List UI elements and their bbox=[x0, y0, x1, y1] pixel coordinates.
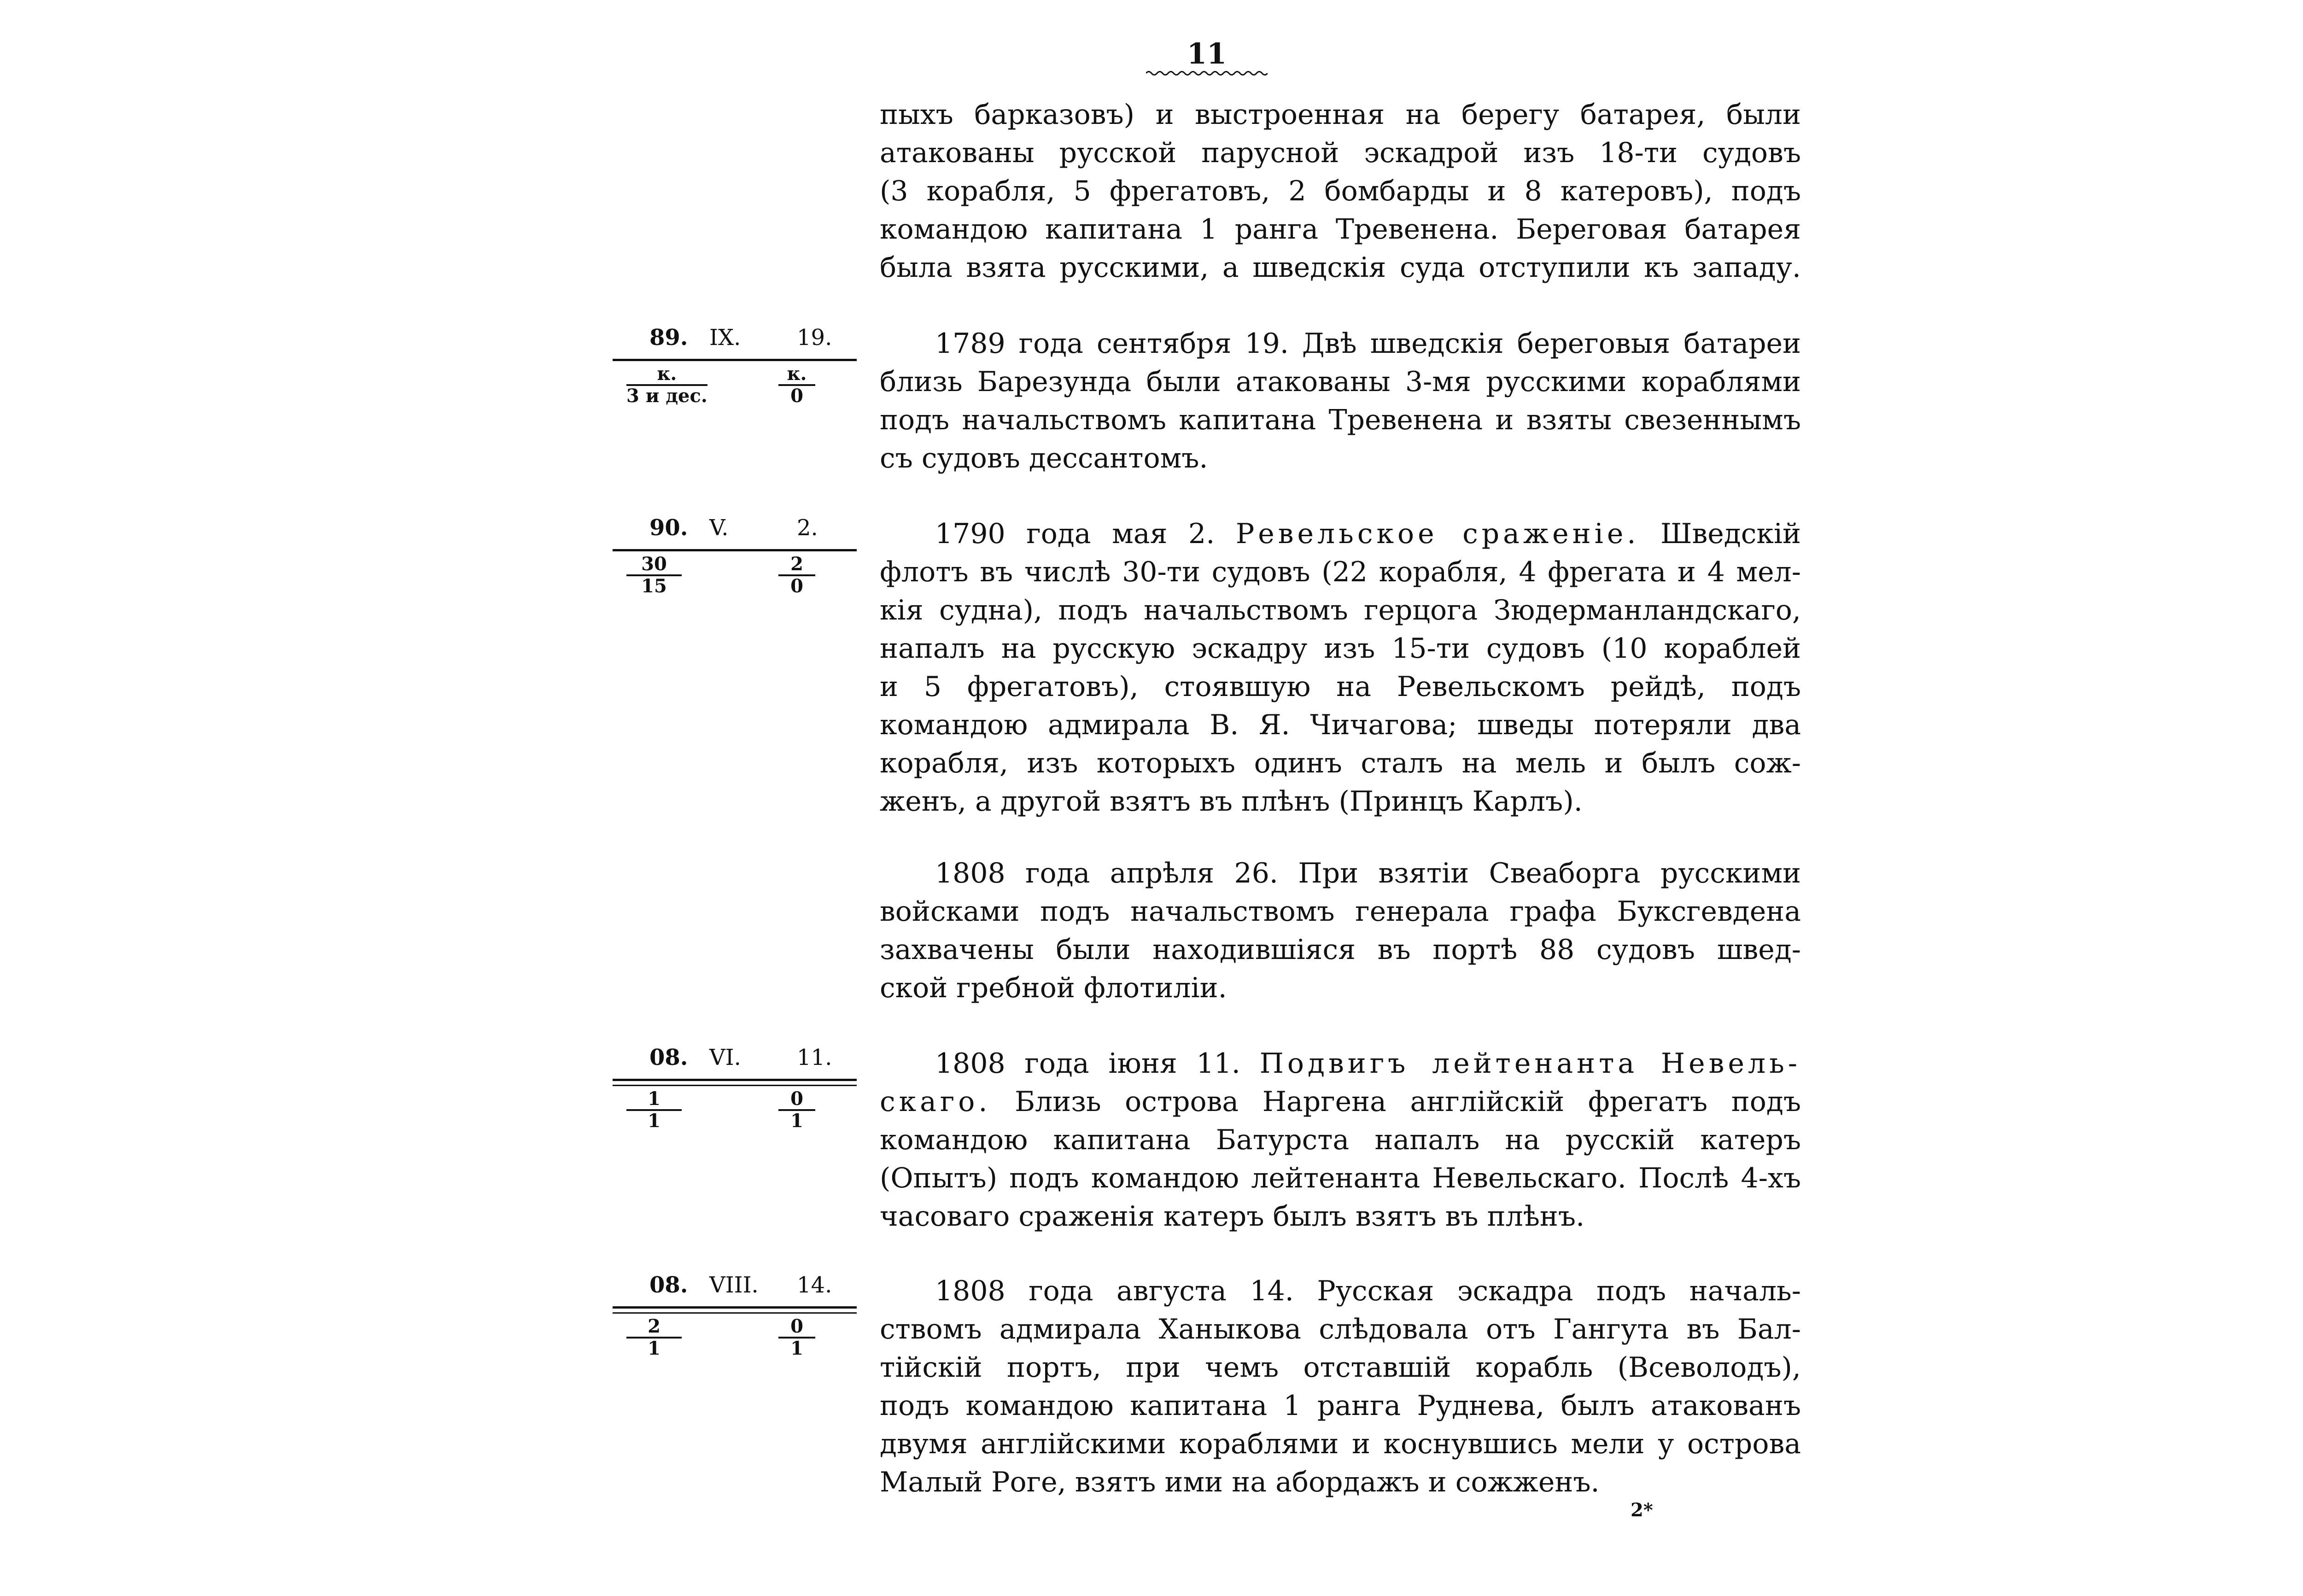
note-fraction-right: $\frac{2}{0}$ bbox=[778, 554, 815, 596]
text-line: 1789 года сентября 19. Двѣ шведскія береговыя батареи bbox=[935, 327, 1801, 360]
text-line: была взята русскими, а шведскія суда отступили къ западу. bbox=[880, 251, 1801, 284]
margin-note-1808-june bbox=[613, 1045, 857, 1141]
text-line: ствомъ адмирала Ханыкова слѣдовала отъ Гангута въ Бал- bbox=[880, 1313, 1801, 1345]
note-fraction-right: к. 0 bbox=[778, 364, 815, 406]
text-line: командою адмирала В. Я. Чичагова; шведы потеряли два bbox=[880, 709, 1801, 741]
text-line: подъ командою капитана 1 ранга Руднева, былъ атакованъ bbox=[880, 1390, 1801, 1422]
entry-date: 1790 года мая 2. bbox=[935, 518, 1215, 550]
paragraph-6 bbox=[880, 1272, 1801, 1502]
entry-title: Подвигъ лейтенанта Невель- bbox=[1259, 1047, 1801, 1080]
text-line: захвачены были находившіяся въ портѣ 88 судовъ швед- bbox=[880, 934, 1801, 966]
text-line: Шведскій bbox=[1660, 518, 1801, 550]
text-line: Малый Роге, взятъ ими на абордажъ и сожженъ. bbox=[880, 1466, 1600, 1498]
text-line: ской гребной флотиліи. bbox=[880, 972, 1227, 1004]
note-fraction-right: $\frac{0}{1}$ bbox=[778, 1089, 815, 1131]
note-rule bbox=[613, 1306, 857, 1314]
text-line: и 5 фрегатовъ), стоявшую на Ревельскомъ рейдѣ, подъ bbox=[880, 671, 1801, 703]
paragraph-1 bbox=[880, 96, 1801, 287]
note-fraction-right: $\frac{0}{1}$ bbox=[778, 1316, 815, 1359]
note-day: 2. bbox=[797, 515, 818, 541]
note-month: IX. bbox=[709, 325, 741, 351]
note-fraction-left: $\frac{30}{15}$ bbox=[626, 554, 682, 596]
margin-note-1790 bbox=[613, 515, 857, 607]
text-line: часоваго сраженія катеръ былъ взятъ въ плѣнъ. bbox=[880, 1200, 1585, 1233]
entry-title: Ревельское сраженіе. bbox=[1235, 518, 1640, 550]
margin-note-1789 bbox=[613, 325, 857, 416]
text-line: флотъ въ числѣ 30-ти судовъ (22 корабля, 4 фрегата и 4 мел- bbox=[880, 556, 1801, 588]
entry-date: 1808 года іюня 11. bbox=[935, 1047, 1240, 1080]
note-rule bbox=[613, 1079, 857, 1086]
note-fraction-left: к. 3 и дес. bbox=[626, 363, 707, 407]
text-line: кія судна), подъ начальствомъ герцога Зюдерманландскаго, bbox=[880, 594, 1801, 626]
text-line: 1808 года августа 14. Русская эскадра подъ началь- bbox=[935, 1275, 1801, 1307]
note-month: VI. bbox=[709, 1045, 741, 1070]
paragraph-4 bbox=[880, 854, 1801, 1007]
text-line: женъ, а другой взятъ въ плѣнъ (Принцъ Карлъ). bbox=[880, 785, 1583, 818]
signature-mark: 2* bbox=[1631, 1499, 1653, 1521]
note-month: V. bbox=[709, 515, 729, 541]
note-number: 08. bbox=[649, 1272, 688, 1298]
note-number: 90. bbox=[649, 515, 688, 541]
page-number-ornament bbox=[1146, 69, 1268, 77]
text-line: пыхъ барказовъ) и выстроенная на берегу батарея, были bbox=[880, 99, 1801, 131]
page-number: 11 bbox=[1187, 37, 1227, 70]
note-day: 14. bbox=[797, 1272, 832, 1298]
margin-note-1808-august bbox=[613, 1272, 857, 1369]
paragraph-3 bbox=[880, 515, 1801, 821]
note-day: 19. bbox=[797, 325, 832, 351]
paragraph-2 bbox=[880, 325, 1801, 478]
text-line: съ судовъ дессантомъ. bbox=[880, 442, 1208, 474]
note-fraction-left: $\frac{2}{1}$ bbox=[626, 1316, 682, 1359]
text-line: Близь острова Наргена англійскій фрегатъ подъ bbox=[1015, 1086, 1801, 1118]
note-fraction-left: $\frac{1}{1}$ bbox=[626, 1089, 682, 1131]
note-month: VIII. bbox=[709, 1272, 759, 1298]
text-line: тійскій портъ, при чемъ отставшій корабль (Всеволодъ), bbox=[880, 1351, 1801, 1384]
text-line: близь Барезунда были атакованы 3-мя русскими кораблями bbox=[880, 366, 1801, 398]
text-line: подъ начальствомъ капитана Тревенена и взяты свезеннымъ bbox=[880, 404, 1801, 436]
note-day: 11. bbox=[797, 1045, 832, 1070]
text-line: 1808 года апрѣля 26. При взятіи Свеаборга русскими bbox=[935, 857, 1801, 889]
text-line: атакованы русской парусной эскадрой изъ 18-ти судовъ bbox=[880, 137, 1801, 169]
entry-title-cont: скаго. bbox=[880, 1086, 991, 1118]
text-line: войсками подъ начальствомъ генерала графа Буксгевдена bbox=[880, 895, 1801, 928]
text-line: (Опытъ) подъ командою лейтенанта Невельскаго. Послѣ 4-хъ bbox=[880, 1162, 1801, 1194]
text-line: корабля, изъ которыхъ одинъ сталъ на мель и былъ сож- bbox=[880, 747, 1801, 779]
paragraph-5 bbox=[880, 1045, 1801, 1236]
note-number: 08. bbox=[649, 1045, 688, 1070]
note-number: 89. bbox=[649, 325, 688, 351]
text-line: двумя англійскими кораблями и коснувшись мели у острова bbox=[880, 1428, 1801, 1460]
text-line: командою капитана 1 ранга Тревенена. Береговая батарея bbox=[880, 213, 1801, 246]
text-line: (3 корабля, 5 фрегатовъ, 2 бомбарды и 8 катеровъ), подъ bbox=[880, 175, 1801, 207]
text-line: напалъ на русскую эскадру изъ 15-ти судовъ (10 кораблей bbox=[880, 632, 1801, 665]
text-line: командою капитана Батурста напалъ на русскій катеръ bbox=[880, 1124, 1801, 1156]
